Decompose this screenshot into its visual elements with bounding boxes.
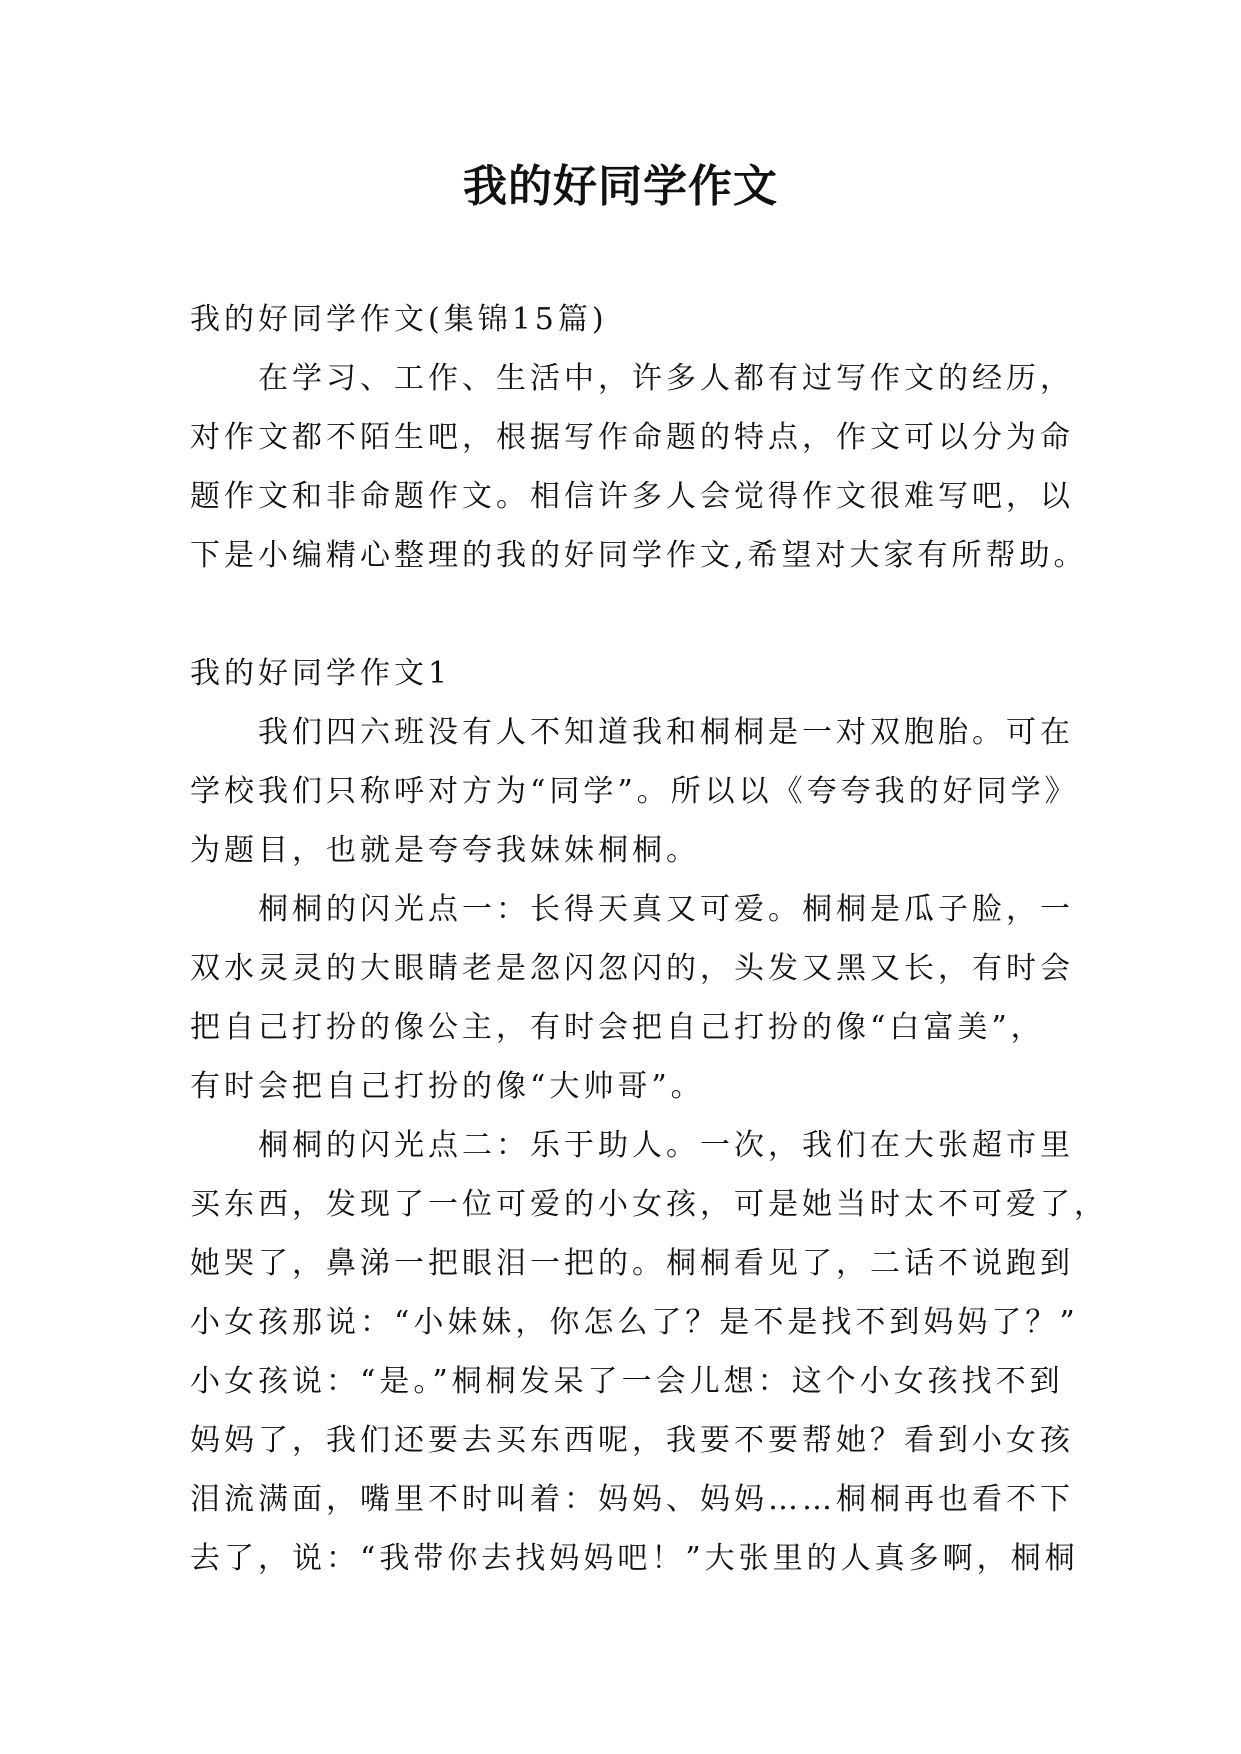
paragraph-1-line: 为题目，也就是夸夸我妹妹桐桐。 bbox=[190, 833, 700, 868]
paragraph-3-line: 妈妈了，我们还要去买东西呢，我要不要帮她？看到小女孩 bbox=[190, 1423, 1074, 1458]
paragraph-3-line: 她哭了，鼻涕一把眼泪一把的。桐桐看见了，二话不说跑到 bbox=[190, 1246, 1074, 1281]
paragraph-2-line: 双水灵灵的大眼睛老是忽闪忽闪的，头发又黑又长，有时会 bbox=[190, 951, 1074, 986]
paragraph-3-line: 买东西，发现了一位可爱的小女孩，可是她当时太不可爱了， bbox=[190, 1187, 1108, 1222]
document-title: 我的好同学作文 bbox=[463, 161, 778, 212]
intro-line: 对作文都不陌生吧，根据写作命题的特点，作文可以分为命 bbox=[190, 420, 1074, 455]
intro-line: 下是小编精心整理的我的好同学作文,希望对大家有所帮助。 bbox=[190, 538, 1088, 573]
document-subtitle: 我的好同学作文(集锦15篇) bbox=[190, 302, 608, 337]
paragraph-gap bbox=[190, 585, 1060, 644]
paragraph-1-line: 学校我们只称呼对方为“同学”。所以以《夸夸我的好同学》 bbox=[190, 774, 1079, 809]
paragraph-3-line: 去了，说：“我带你去找妈妈吧！”大张里的人真多啊，桐桐 bbox=[190, 1541, 1079, 1576]
paragraph-2-line: 把自己打扮的像公主，有时会把自己打扮的像“白富美”， bbox=[190, 1010, 1045, 1045]
document-body bbox=[190, 290, 1108, 1588]
paragraph-3-line: 小女孩那说：“小妹妹，你怎么了？是不是找不到妈妈了？” bbox=[190, 1305, 1079, 1340]
paragraph-2-line: 桐桐的闪光点一：长得天真又可爱。桐桐是瓜子脸，一 bbox=[258, 892, 1074, 927]
intro-line: 在学习、工作、生活中，许多人都有过写作文的经历， bbox=[258, 361, 1074, 396]
essay-heading: 我的好同学作文1 bbox=[190, 656, 452, 691]
intro-line: 题作文和非命题作文。相信许多人会觉得作文很难写吧，以 bbox=[190, 479, 1074, 514]
paragraph-2-line: 有时会把自己打扮的像“大帅哥”。 bbox=[190, 1069, 705, 1104]
paragraph-3-line: 小女孩说：“是。”桐桐发呆了一会儿想：这个小女孩找不到 bbox=[190, 1364, 1064, 1399]
paragraph-1-line: 我们四六班没有人不知道我和桐桐是一对双胞胎。可在 bbox=[258, 715, 1074, 750]
paragraph-3-line: 泪流满面，嘴里不时叫着：妈妈、妈妈……桐桐再也看不下 bbox=[190, 1482, 1074, 1517]
paragraph-3-line: 桐桐的闪光点二：乐于助人。一次，我们在大张超市里 bbox=[258, 1128, 1074, 1163]
